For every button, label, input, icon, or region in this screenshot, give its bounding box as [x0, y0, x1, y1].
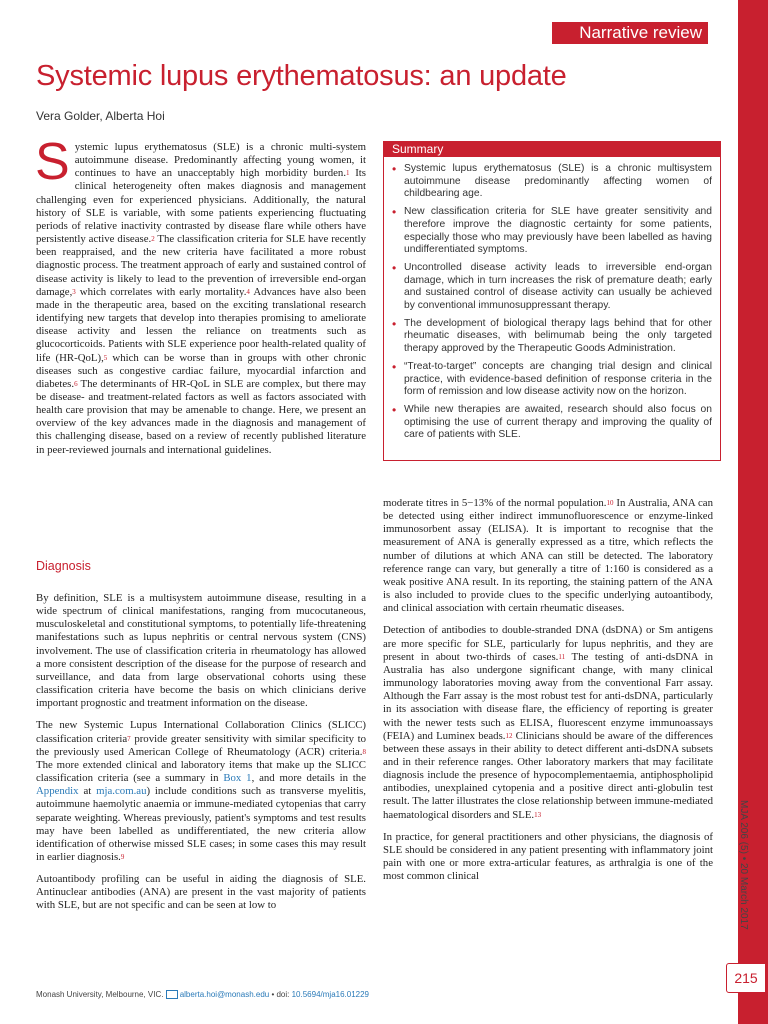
diagnosis-paragraph-3: Autoantibody profiling can be useful in aiding the diagnosis of SLE. Antinuclear antibodies (ANA) are present in the vast majority of patients with SLE, but are not specific and can be seen at low to — [36, 873, 366, 912]
affiliation: Monash University, Melbourne, VIC. — [36, 990, 164, 999]
ref-6[interactable]: 6 — [74, 379, 78, 388]
ref-11[interactable]: 11 — [558, 652, 566, 661]
diagnosis-heading: Diagnosis — [36, 559, 91, 573]
page-number: 215 — [726, 963, 766, 993]
intro-column — [35, 133, 367, 466]
ref-7[interactable]: 7 — [127, 734, 131, 743]
summary-heading: Summary — [384, 141, 720, 157]
doi-label: • doi: — [271, 990, 290, 999]
ref-10[interactable]: 10 — [606, 499, 614, 507]
article-title: Systemic lupus erythematosus: an update — [36, 60, 567, 92]
doi-link[interactable]: 10.5694/mja16.01229 — [291, 990, 370, 999]
ref-3[interactable]: 3 — [72, 287, 76, 296]
right-paragraph-2: Detection of antibodies to double-stranded DNA (dsDNA) or Sm antigens are more specific for SLE, particularly for lupus nephritis, and they are present in about two-thirds of cases.$^{11}$ The testing of anti-dsDNA in Australia has also undergone significant change, with many clinical immunology laboratories moving away from the conventional Farr assay. Although the Farr assay is the most robust test for anti-dsDNA, particularly in its association with disease flare, the efficiency of reporting is greater with the newer tests such as ELISA, fluorescent enzyme immunoassays (FEIA) and Luminex beads.$^{12}$ Clinicians should be aware of the differences between these assays in their ability to detect different anti-dsDNA subsets and in their reference ranges. Other laboratory markers that may facilitate diagnosis include the presence of hypocomplementaemia, antiphospholipid antibodies, unexplained cytopenia and a positive direct anti-globulin test result. The latter illustrates the close relationship between immune-mediated haematological disorders and SLE.$^{13}$ — [383, 624, 713, 821]
summary-item: • Uncontrolled disease activity leads to irreversible end-organ damage, which in turn increases the risk of premature death; early and sustained control of disease activity can usually be achieved by conventional immunosuppressant therapy. — [404, 262, 712, 313]
journal-reference-vertical: MJA 206 (5) • 20 March 2017 — [738, 800, 749, 930]
appendix-link[interactable]: Appendix — [36, 785, 79, 798]
ref-2[interactable]: 2 — [151, 235, 155, 244]
summary-item: • The development of biological therapy lags behind that for other rheumatic diseases, with belimumab being the only targeted therapy approved by the Therapeutic Goods Administration. — [404, 318, 712, 356]
ref-5[interactable]: 5 — [103, 353, 108, 362]
diagnosis-column — [36, 592, 366, 922]
summary-box — [383, 141, 721, 461]
summary-list — [384, 163, 712, 442]
ref-4[interactable]: 4 — [246, 287, 250, 296]
mja-site-link[interactable]: mja.com.au — [96, 785, 147, 798]
summary-item: • Systemic lupus erythematosus (SLE) is a chronic multisystem autoimmune disease predominantly affecting women of childbearing age. — [404, 163, 712, 201]
drop-cap: S — [35, 133, 70, 191]
email-link[interactable]: alberta.hoi@monash.edu — [179, 990, 270, 999]
email-icon — [166, 990, 178, 999]
footer — [36, 990, 369, 999]
summary-item: • New classification criteria for SLE have greater sensitivity and therefore improve the diagnostic certainty for some patients, especially those who may previously have been labelled as having undifferentiated symptoms. — [404, 206, 712, 257]
authors: Vera Golder, Alberta Hoi — [36, 109, 165, 123]
ref-12[interactable]: 12 — [505, 731, 513, 740]
diagnosis-paragraph-2: The new Systemic Lupus International Collaboration Clinics (SLICC) classification criteria$^7$ provide greater sensitivity with similar specificity to the previously used American College of Rheumatology (ACR) criteria.$^8$ The more extended clinical and laboratory items that make up the SLICC classification criteria (see a summary in Box 1, and more details in the Appendix at mja.com.au) include conditions such as transverse myelitis, autoimmune haemolytic anaemia or immune-mediated cytopenias that carry separate weighting. Whereas previously, patient's symptoms and test results may have been labelled as undifferentiated, the new criteria allow identification of otherwise missed SLE cases; in some cases this may result in earlier diagnosis.$^9$ — [36, 719, 366, 863]
right-paragraph-1: moderate titres in 5−13% of the normal population.$^{10}$ In Australia, ANA can be detected using either indirect immunofluorescence or enzyme-linked immunosorbent assay (ELISA). It is important to recognise that the measurement of ANA is generally expressed as a titre, which reflects the number of dilutions at which ANA can still be detected. The laboratory reference range can vary, but generally a titre of 1:160 is considered as a weak positive ANA result. In its reporting, the staining pattern of the ANA is also included to provide clues to the specific underlying autoantibody, and clinical association with certain rheumatic diseases. — [383, 497, 713, 615]
ref-1[interactable]: 1 — [346, 169, 350, 178]
ref-9[interactable]: 9 — [120, 852, 125, 861]
summary-item: • “Treat-to-target” concepts are changing trial design and clinical practice, with evidence-based definition of response criteria in the form of remission and low disease activity now on the horizon. — [404, 361, 712, 399]
right-paragraph-3: In practice, for general practitioners and other physicians, the diagnosis of SLE should be considered in any patient presenting with inflammatory joint pain with one or more extra-articular features, as arthralgia is one of the most common clinical — [383, 830, 713, 883]
diagnosis-paragraph-1: By definition, SLE is a multisystem autoimmune disease, resulting in a wide spectrum of clinical manifestations, ranging from mucocutaneous, musculoskeletal and constitutional symptoms, to potentially life-threatening manifestations such as lupus nephritis or central nervous system (CNS) involvement. The use of classification criteria in rheumatology has allowed a more consistent description of the disease for the purpose of research and surveillance, and data from large observational cohorts using these classification criteria have become the basis on which clinicians derive important prognostic and treatment information on the disease. — [36, 592, 366, 710]
section-tag: Narrative review — [552, 22, 708, 44]
ref-8[interactable]: 8 — [362, 747, 366, 756]
intro-paragraph: Systemic lupus erythematosus (SLE) is a chronic multi-system autoimmune disease. Predominantly affecting young women, it continues to have an unacceptably high morbidity burden.$^1$ Its clinical heterogeneity often makes diagnosis and management challenging even for experienced physicians. Additionally, the natural history of SLE is variable, with some patients experiencing fluctuating periods of relative inactivity contrasted by disease flare while others have persistently active disease.$^2$ The classification criteria for SLE have recently been reappraised, and the new criteria have facilitated a more robust diagnostic process. The treatment approach of early and sustained control of disease activity is likely to lead to the prevention of irreversible end-organ damage,$^3$ which correlates with early mortality.$^4$ Advances have also been made in the therapeutic area, based on the exciting translational research identifying new targets that develop into therapies promising to ameliorate disease activity and lessen the reliance on treatments such as glucocorticoids. Patients with SLE experience poor health-related quality of life (HR-QoL),$^5$ which can be worse than in groups with other chronic diseases such as congestive cardiac failure, myocardial infarction and diabetes.$^6$ The determinants of HR-QoL in SLE are complex, but there may be disease- and treatment-related factors as well as factors associated with health care provision that may be amenable to change. Here, we present an overview of the key advances made in the diagnosis and management of this challenging disease, based on a review of recently published literature in peer-reviewed journals and international guidelines. — [35, 133, 367, 456]
box-1-link[interactable]: Box 1 — [223, 772, 252, 785]
summary-item: • While new therapies are awaited, research should also focus on optimising the use of current therapy and improving the quality of care of patients with SLE. — [404, 404, 712, 442]
ref-13[interactable]: 13 — [534, 810, 542, 819]
right-column — [383, 497, 713, 892]
